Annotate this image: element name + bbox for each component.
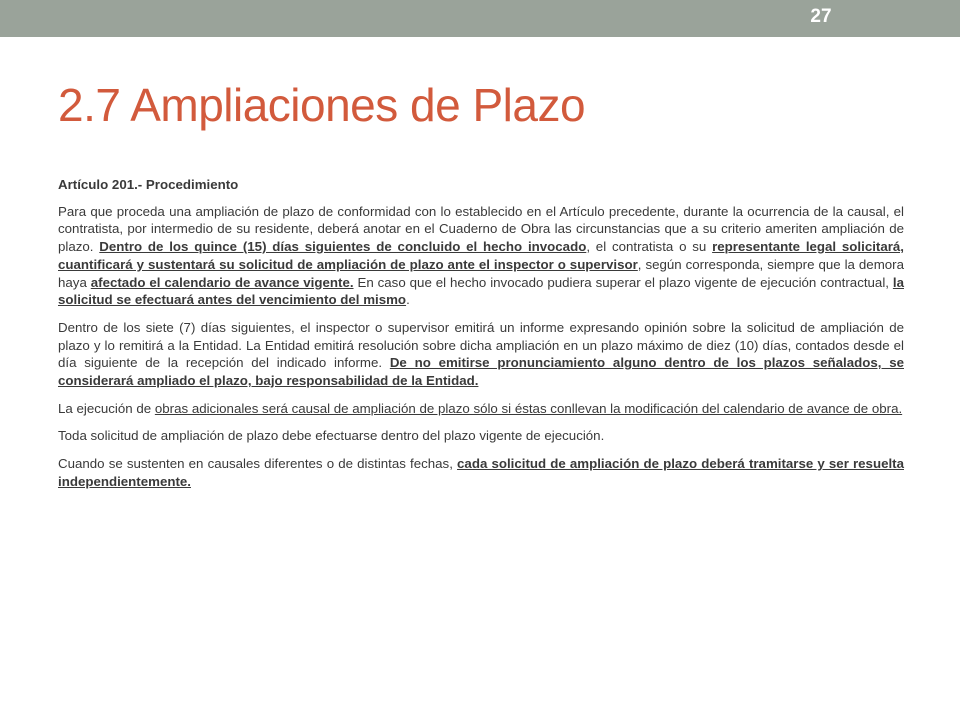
top-bar <box>0 0 960 37</box>
paragraph-text: En caso que el hecho invocado pudiera superar el plazo vigente de ejecución contractual, <box>353 274 893 290</box>
emphasis-text: representante legal solicitará, cuantificará y sustentará su solicitud de ampliación de plazo ante el inspector o supervisor <box>58 239 904 272</box>
paragraph-inspector-report <box>58 319 904 390</box>
emphasis-text: cada solicitud de ampliación de plazo deberá tramitarse y ser resuelta independientemente. <box>58 456 904 489</box>
paragraph-text: Cuando se sustenten en causales diferentes o de distintas fechas, <box>58 456 458 472</box>
paragraph-text: . <box>406 292 410 308</box>
paragraph-text: , según corresponda, siempre que la demora haya <box>58 256 904 290</box>
paragraph-text: Toda solicitud de ampliación de plazo debe efectuarse dentro del plazo vigente de ejecución. <box>58 428 605 444</box>
slide-body <box>58 176 904 501</box>
article-heading: Artículo 201.- Procedimiento <box>58 177 239 192</box>
emphasis-text: De no emitirse pronunciamiento alguno dentro de los plazos señalados, se considerará ampliado el plazo, bajo responsabilidad de la Entidad. <box>58 355 904 389</box>
paragraph-additional-works <box>58 400 904 418</box>
emphasis-text: afectado el calendario de avance vigente. <box>90 274 354 290</box>
paragraph-text: , el contratista o su <box>586 239 713 255</box>
slide-number: 27 <box>810 6 832 27</box>
paragraph-text: Dentro de los siete (7) días siguientes, el inspector o supervisor emitirá un informe expresando opinión sobre la solicitud de ampliación de plazo y lo remitirá a la Entidad. La Entidad emitirá resolución sobre dicha ampliación en un plazo máximo de diez (10) días, contados desde el día siguiente de la recepción del indicado informe. <box>58 319 904 371</box>
paragraph-procedure <box>58 203 904 309</box>
emphasis-text: la solicitud se efectuará antes del vencimiento del mismo <box>58 274 904 308</box>
paragraph-deadline <box>58 427 904 445</box>
underlined-text: obras adicionales será causal de ampliación de plazo sólo si éstas conllevan la modificación del calendario de avance de obra. <box>154 400 903 416</box>
paragraph-text: La ejecución de <box>58 400 155 416</box>
paragraph-independent-requests <box>58 455 904 490</box>
slide-title: 2.7 Ampliaciones de Plazo <box>58 79 586 131</box>
emphasis-text: Dentro de los quince (15) días siguientes de concluido el hecho invocado <box>99 239 587 255</box>
paragraph-text: Para que proceda una ampliación de plazo de conformidad con lo establecido en el Artículo precedente, durante la ocurrencia de la causal, el contratista, por intermedio de su residente, deberá anotar en el Cuaderno de Obra las circunstancias que a su criterio ameriten ampliación de plazo. <box>58 203 904 255</box>
